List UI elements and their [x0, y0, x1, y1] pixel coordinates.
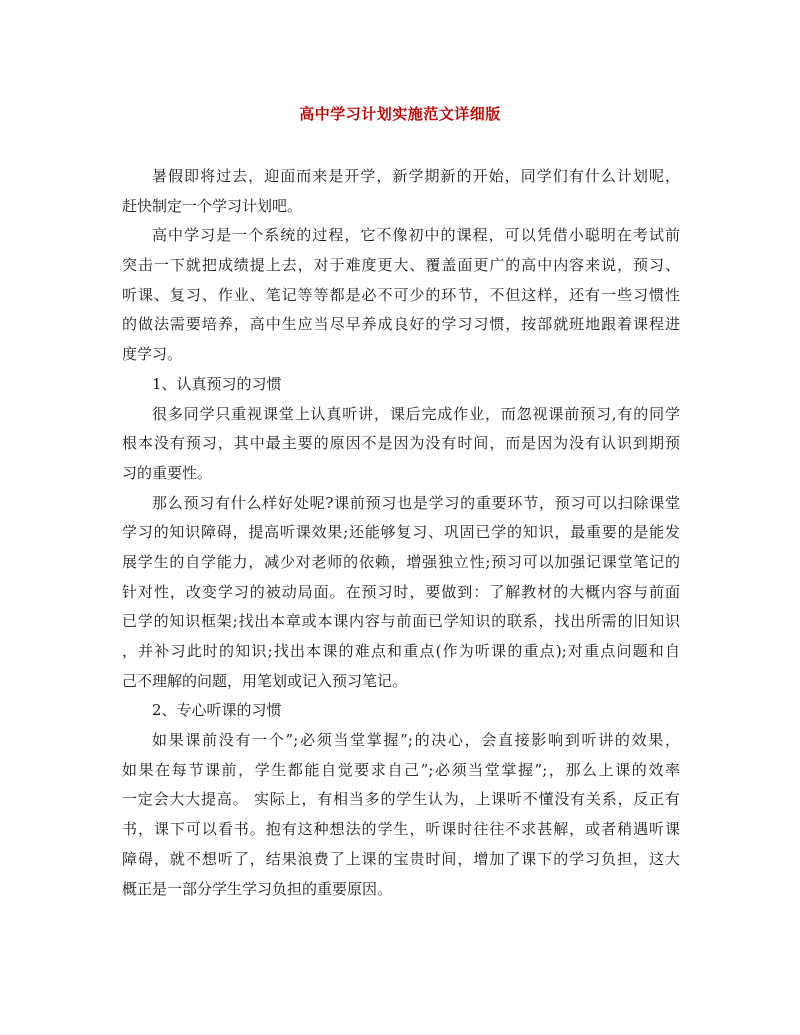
text-line: 书，课下可以看书。抱有这种想法的学生，听课时往往不求甚解，或者稍遇听课 — [122, 820, 680, 839]
text-line: 暑假即将过去，迎面而来是开学，新学期新的开始，同学们有什么计划呢， — [152, 167, 680, 185]
text-line: 展学生的自学能力，减少对老师的依赖，增强独立性;预习可以加强记课堂笔记的 — [122, 552, 680, 571]
text-line: 如果课前没有一个”;必须当堂掌握”;的决心，会直接影响到听讲的效果， — [152, 731, 680, 750]
text-line: 1、认真预习的习惯 — [152, 374, 282, 393]
text-line: 2、专心听课的习惯 — [152, 701, 282, 720]
text-line: 如果在每节课前，学生都能自觉要求自己”;必须当堂掌握”;，那么上课的效率 — [122, 760, 680, 779]
paragraph-intro — [122, 162, 680, 221]
text-line: 学习的知识障碍，提高听课效果;还能够复习、巩固已学的知识，最重要的是能发 — [122, 523, 680, 542]
section-heading-preview — [122, 370, 680, 400]
section-heading-listening — [122, 696, 680, 726]
text-line: 很多同学只重视课堂上认真听讲，课后完成作业，而忽视课前预习,有的同学 — [152, 404, 680, 423]
text-line: 突击一下就把成绩提上去，对于难度更大、覆盖面更广的高中内容来说，预习、 — [122, 256, 680, 275]
text-line: 障碍，就不想听了，结果浪费了上课的宝贵时间，增加了课下的学习负担，这大 — [122, 849, 680, 868]
text-line: 概正是一部分学生学习负担的重要原因。 — [122, 879, 393, 898]
text-line: 度学习。 — [122, 345, 183, 364]
text-line: 那么预习有什么样好处呢?课前预习也是学习的重要环节，预习可以扫除课堂 — [152, 493, 680, 512]
text-line: 一定会大大提高。 实际上，有相当多的学生认为，上课听不懂没有关系，反正有 — [122, 790, 680, 809]
document-title: 高中学习计划实施范文详细版 — [299, 105, 501, 123]
paragraph-preview-benefits — [122, 489, 680, 697]
text-line: 己不理解的问题，用笔划或记入预习笔记。 — [122, 671, 408, 690]
document-body — [122, 162, 680, 904]
text-line: 已学的知识框架;找出本章或本课内容与前面已学知识的联系，找出所需的旧知识 — [122, 612, 680, 631]
paragraph-listening — [122, 726, 680, 904]
text-line: 高中学习是一个系统的过程，它不像初中的课程，可以凭借小聪明在考试前 — [152, 226, 680, 245]
text-line: 根本没有预习，其中最主要的原因不是因为没有时间，而是因为没有认识到期预 — [122, 434, 680, 453]
paragraph-overview — [122, 221, 680, 369]
text-line: 的做法需要培养，高中生应当尽早养成良好的学习习惯，按部就班地跟着课程进 — [122, 315, 680, 334]
text-line: 针对性，改变学习的被动局面。在预习时，要做到：了解教材的大概内容与前面 — [122, 582, 680, 601]
text-line: ，并补习此时的知识;找出本课的难点和重点(作为听课的重点);对重点问题和自 — [122, 642, 680, 660]
paragraph-preview-neglect — [122, 400, 680, 489]
text-line: 习的重要性。 — [122, 463, 213, 482]
text-line: 赶快制定一个学习计划吧。 — [122, 196, 303, 215]
text-line: 听课、复习、作业、笔记等等都是必不可少的环节，不但这样，还有一些习惯性 — [122, 285, 680, 304]
